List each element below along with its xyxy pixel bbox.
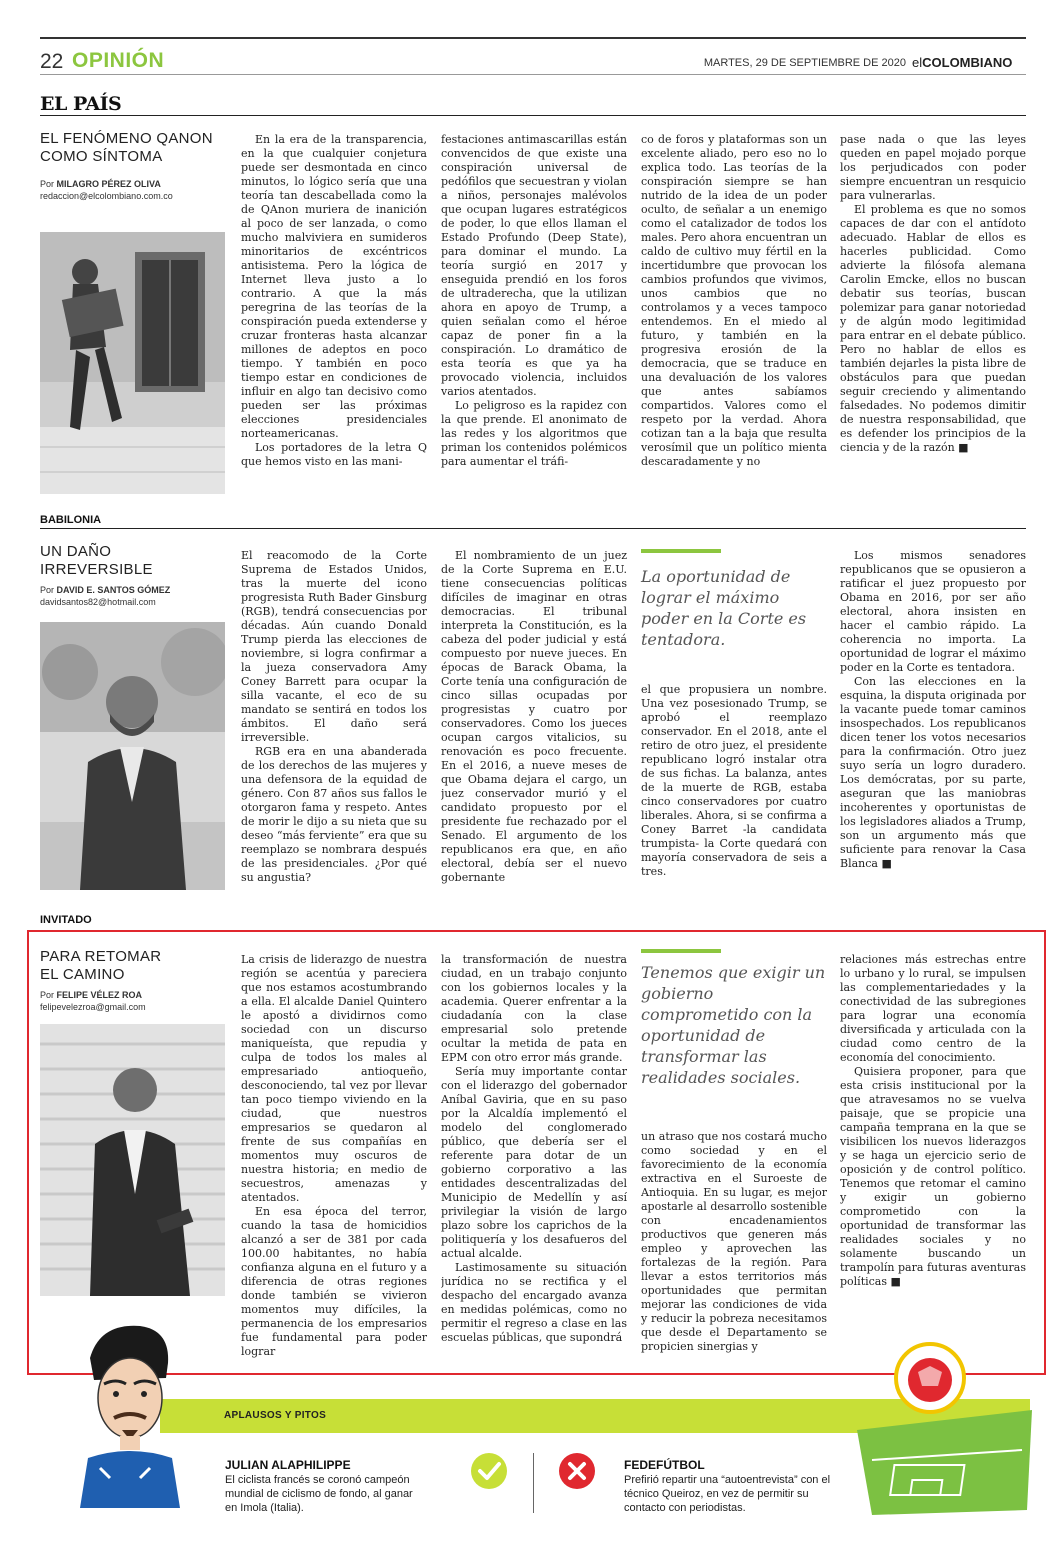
article2-column-2 (441, 549, 627, 894)
article1-photo (40, 232, 225, 494)
pull-quote-bar (641, 949, 721, 953)
paragraph: pase nada o que las leyes queden en papel mojado porque los perjudicados con poder siempre encuentran un resquicio para vulnerarlas. (840, 133, 1026, 202)
paragraph: Con las elecciones en la esquina, la disputa originada por la vacante puede tomar caminos insospechados. Los republicanos dicen tener los votos necesarios para la confirmación. Otro juez suyo sería un logro duradero. Los demócratas, por su parte, aseguran que las maniobras incoherentes y oportunistas de los legisladores aliados a Trump, son un argumento más que suficiente para renovar la Casa Blanca ■ (840, 675, 1026, 870)
article3-photo (40, 1024, 225, 1296)
paragraph: Lastimosamente su situación jurídica no se rectifica y el despacho del encargado avanza en medidas polémicas, como no permitir el regreso a clase en las escuelas públicas, que supondrá (441, 1261, 627, 1344)
whistle-name: FEDEFÚTBOL (624, 1458, 705, 1472)
article2-column-3 (641, 683, 827, 895)
article1-column-2 (441, 133, 627, 493)
paragraph: El problema es que no somos capaces de dar con el antídoto adecuado. Hablar de ellos es hacerles publicidad. Como advierte la filósofa alemana Carolin Emcke, ellos no buscan debatir sus teorías, buscan polemizar para ganar notoriedad y de algún modo legitimidad para entrar en el debate público. Pero no hablar de ellos es también dejarles la pista libre de obstáculos para que puedan seguir creciendo y alimentando falsedades. No podemos dimitir de nuestra responsabilidad, que es defender los principios de la ciencia y de la razón ■ (840, 203, 1026, 454)
caricature-illustration (70, 1318, 180, 1508)
applause-text: El ciclista francés se coronó campeón mundial de ciclismo de fondo, al ganar en Imola (Italia). (225, 1474, 413, 1514)
article2-column-1 (241, 549, 427, 894)
paragraph: En la era de la transparencia, en la que cualquier conjetura puede ser desmontada en cinco minutos, lo lógico sería que una teoría tan descabellada como la de QAnon muriera de inanición al poco de ser lanzada, o como mucho malviviera en sumideros minoritarios de excéntricos antisistema. Pero la lógica de Internet lleva justo a lo contrario. A que la más peregrina de las teorías de la conspiración pueda extenderse y cruzar fronteras hasta alcanzar millones de adeptos en poco tiempo. Y también en poco tiempo estar en condiciones de influir en algo tan decisivo como pueden ser las próximas elecciones presidenciales norteamericanas. (241, 133, 427, 440)
issue-date: MARTES, 29 DE SEPTIEMBRE DE 2020 (703, 57, 906, 69)
author-name: DAVID E. SANTOS GÓMEZ (56, 585, 171, 595)
article1-email: redaccion@elcolombiano.com.co (40, 191, 173, 201)
paragraph: relaciones más estrechas entre lo urbano y lo rural, se impulsen las complementariedades y la conectividad de las subregiones para lograr una economía diversificada y articulada con la ciudad como centro de la economía del conocimiento. (840, 953, 1026, 1064)
paragraph: el que propusiera un nombre. Una vez posesionado Trump, se aprobó el reemplazo conservador. En el 2018, ante el retiro de otro juez, el presidente republicano logró instalar otra de sus fichas. La balanza, antes de la muerte de RGB, estaba cinco conservadores por cuatro liberales. Ahora, si se confirma a Coney Barret -la candidata trumpista- la Corte quedará con mayoría conservadora de seis a tres. (641, 683, 827, 878)
aplausos-title: APLAUSOS Y PITOS (224, 1410, 327, 1421)
paragraph: Sería muy importante contar con el liderazgo del gobernador Aníbal Gaviria, que en su paso por la Alcaldía implementó el modelo del conglomerado público, que debería ser el referente para dotar de un gobierno corporativo a las entidades descentralizadas del Municipio de Medellín y así privilegiar la visión de largo plazo sobre los caprichos de la politiquería y los desafueros del actual alcalde. (441, 1065, 627, 1260)
header-rule (40, 74, 1026, 75)
section-rule (40, 115, 1026, 116)
article3-pull-quote: Tenemos que exigir un gobierno comprometido con la oportunidad de transformar las realidades sociales. (641, 963, 826, 1087)
aplausos-divider (533, 1453, 534, 1513)
article3-email: felipevelezroa@gmail.com (40, 1002, 146, 1012)
article2-column-4 (840, 549, 1026, 894)
paragraph: El nombramiento de un juez de la Corte Suprema en E.U. tiene consecuencias políticas difíciles de imaginar en otras democracias. El tribunal interpreta la Constitución, es la cabeza del poder judicial y está compuesto por nueve jueces. En épocas de Barack Obama, la Corte tenía una configuración de cinco sillas ocupadas por progresistas y cuatro por conservadores. Como los jueces ocupan cargos vitalicios, su renovación es poco frecuente. En el 2016, a nueve meses de que Obama dejara el cargo, un juez conservador murió y el candidato propuesto por el presidente fue rechazado por el Senado. El argumento de los republicanos era que, en año electoral, debía ser el nuevo gobernante (441, 549, 627, 884)
paragraph: Los mismos senadores republicanos que se opusieron a ratificar el juez propuesto por Obama en 2016, por ser año electoral, ahora insisten en hacer el cambio rápido. La coherencia no importa. La oportunidad de lograr el máximo poder en la Corte es tentadora. (840, 549, 1026, 674)
section-title: OPINIÓN (72, 49, 165, 72)
article2-headline: UN DAÑO IRREVERSIBLE (40, 543, 153, 578)
paragraph: festaciones antimascarillas están convencidos de que existe una conspiración universal de pedófilos que secuestran y violan a niños, personajes malévolos que ocupan lugares estratégicos de poder, lo que ellos llaman el Estado Profundo (Deep State), para dominar el mundo. La teoría surgió en 2017 y enseguida prendió en los foros de ultraderecha, que la utilizan ahora en apoyo de Trump, a quien señalan como el héroe capaz de poner fin a la conspiración. Lo dramático de esta teoría es que ya ha provocado violencia, incluidos varios atentados. (441, 133, 627, 398)
paragraph: El reacomodo de la Corte Suprema de Estados Unidos, tras la muerte del icono progresista Ruth Bader Ginsburg (RGB), tendrá consecuencias por décadas. Aún cuando Donald Trump pierda las elecciones de noviembre, si logra confirmar a la jueza conservadora Amy Coney Barrett para ocupar la silla vacante, el eco de su mandato se sentirá en todos los ámbitos. El daño será irreversible. (241, 549, 427, 744)
check-icon (470, 1452, 508, 1490)
masthead-logo (912, 55, 1012, 70)
soccer-field-illustration (852, 1340, 1037, 1520)
article1-byline (40, 178, 230, 190)
masthead-prefix: el (912, 55, 923, 70)
page-number: 22 (40, 50, 64, 73)
article2-email: davidsantos82@hotmail.com (40, 597, 156, 607)
byline-prefix: Por (40, 179, 55, 189)
paragraph: Los portadores de la letra Q que hemos visto en las mani- (241, 441, 427, 468)
paragraph: la transformación de nuestra ciudad, en un trabajo conjunto con los gobiernos locales y la academia. Querer enfrentar a la ciudadanía con la clase empresarial solo pretende ocultar la metida de pata en EPM con otro error más grande. (441, 953, 627, 1064)
article1-headline: EL FENÓMENO QANON COMO SÍNTOMA (40, 130, 213, 165)
section-label-babilonia: BABILONIA (40, 514, 102, 526)
paragraph: La crisis de liderazgo de nuestra región se acentúa y pareciera que nos estamos acostumbrando a ella. El alcalde Daniel Quintero le apostó a dividirnos como sociedad con un discurso maniqueísta, que repudia y culpa de todos los males al empresariado antioqueño, desconociendo, tal vez por llevar tan poco tiempo viviendo en la ciudad, que nuestros empresarios se quedaron al frente de sus compañías en momentos muy oscuros de nuestra historia; en medio de secuestros, amenazas y atentados. (241, 953, 427, 1204)
byline-prefix: Por (40, 990, 55, 1000)
whistle-text: Prefirió repartir una “autoentrevista” con el técnico Queiroz, en vez de permitir su contacto con periodistas. (624, 1474, 831, 1514)
applause-name: JULIAN ALAPHILIPPE (225, 1458, 351, 1472)
article3-headline: PARA RETOMAR EL CAMINO (40, 948, 162, 983)
paragraph: Lo peligroso es la rapidez con la que prende. El anonimato de las redes y los algoritmos que priman los contenidos polémicos para aumentar el tráfi- (441, 399, 627, 468)
article1-column-1 (241, 133, 427, 493)
pull-quote-bar (641, 549, 721, 553)
byline-prefix: Por (40, 585, 55, 595)
article3-column-4 (840, 953, 1026, 1361)
top-rule (40, 37, 1026, 39)
section-rule (40, 528, 1026, 529)
paragraph: co de foros y plataformas son un excelente aliado, pero eso no lo explica todo. Las teorías de la conspiración siempre se han nutrido de la idea de un poder oculto, de señalar a un enemigo como el catalizador de todos los males. Pero ahora encuentran un caldo de cultivo muy fértil en la incertidumbre que provocan los cambios profundos que vivimos, unos cambios que no controlamos y a veces tampoco entendemos. En el miedo al futuro, y también en la progresiva erosión de la democracia, que se traduce en una devaluación de los valores que antes sabíamos compartidos. Valores como el respeto por la verdad. Ahora cotizan tan a la baja que resulta verosímil que un político mienta descaradamente y no (641, 133, 827, 468)
author-name: FELIPE VÉLEZ ROA (56, 990, 143, 1000)
cross-icon (558, 1452, 596, 1490)
section-label-invitado: INVITADO (40, 914, 92, 926)
masthead-name: COLOMBIANO (922, 55, 1013, 70)
author-name: MILAGRO PÉREZ OLIVA (56, 179, 161, 189)
paragraph: un atraso que nos costará mucho como sociedad y en el favorecimiento de la economía extractiva en el Suroeste de Antioquia. En su lugar, es mejor apostarle al desarrollo sostenible con encadenamientos productivos que generen más empleo y aprovechen las fortalezas de la región. Para llevar a estos territorios más oportunidades que permitan mejorar las condiciones de vida y reducir la pobreza necesitamos que desde el Departamento se propicien sinergias y (641, 1130, 827, 1353)
article3-column-2 (441, 953, 627, 1361)
article3-column-3 (641, 1130, 827, 1362)
article3-column-1 (241, 953, 427, 1361)
paragraph: RGB era en una abanderada de los derechos de las mujeres y una defensora de la equidad de género. Con 87 años sus fallos le otorgaron fama y respeto. Antes de morir le dijo a su nieta que su deseo “más ferviente” era que su reemplazo se nombrara después de las presidenciales. ¿Por qué su angustia? (241, 745, 427, 884)
article2-photo (40, 622, 225, 890)
article1-column-4 (840, 133, 1026, 493)
article3-byline (40, 989, 230, 1001)
article2-byline (40, 584, 230, 596)
paragraph: En esa época del terror, cuando la tasa de homicidios alcanzó a ser de 381 por cada 100.00 habitantes, no había confianza alguna en el futuro y a diferencia de otras regiones donde también se vivieron momentos muy difíciles, la permanencia de los empresarios fue fundamental para poder lograr (241, 1205, 427, 1358)
article2-pull-quote: La oportunidad de lograr el máximo poder en la Corte es tentadora. (641, 567, 807, 649)
el-pais-logo: EL PAÍS (40, 93, 122, 115)
paragraph: Quisiera proponer, para que esta crisis institucional por la que atravesamos no se vuelva paisaje, que se propicie una campaña temprana en la que se visibilicen los nuevos liderazgos y se haga un ejercicio serio de oposición y de control político. Tenemos que retomar el camino y exigir un gobierno comprometido con la oportunidad de transformar las realidades sociales y no solamente buscando un trampolín para futuras aventuras políticas ■ (840, 1065, 1026, 1288)
article1-column-3 (641, 133, 827, 493)
